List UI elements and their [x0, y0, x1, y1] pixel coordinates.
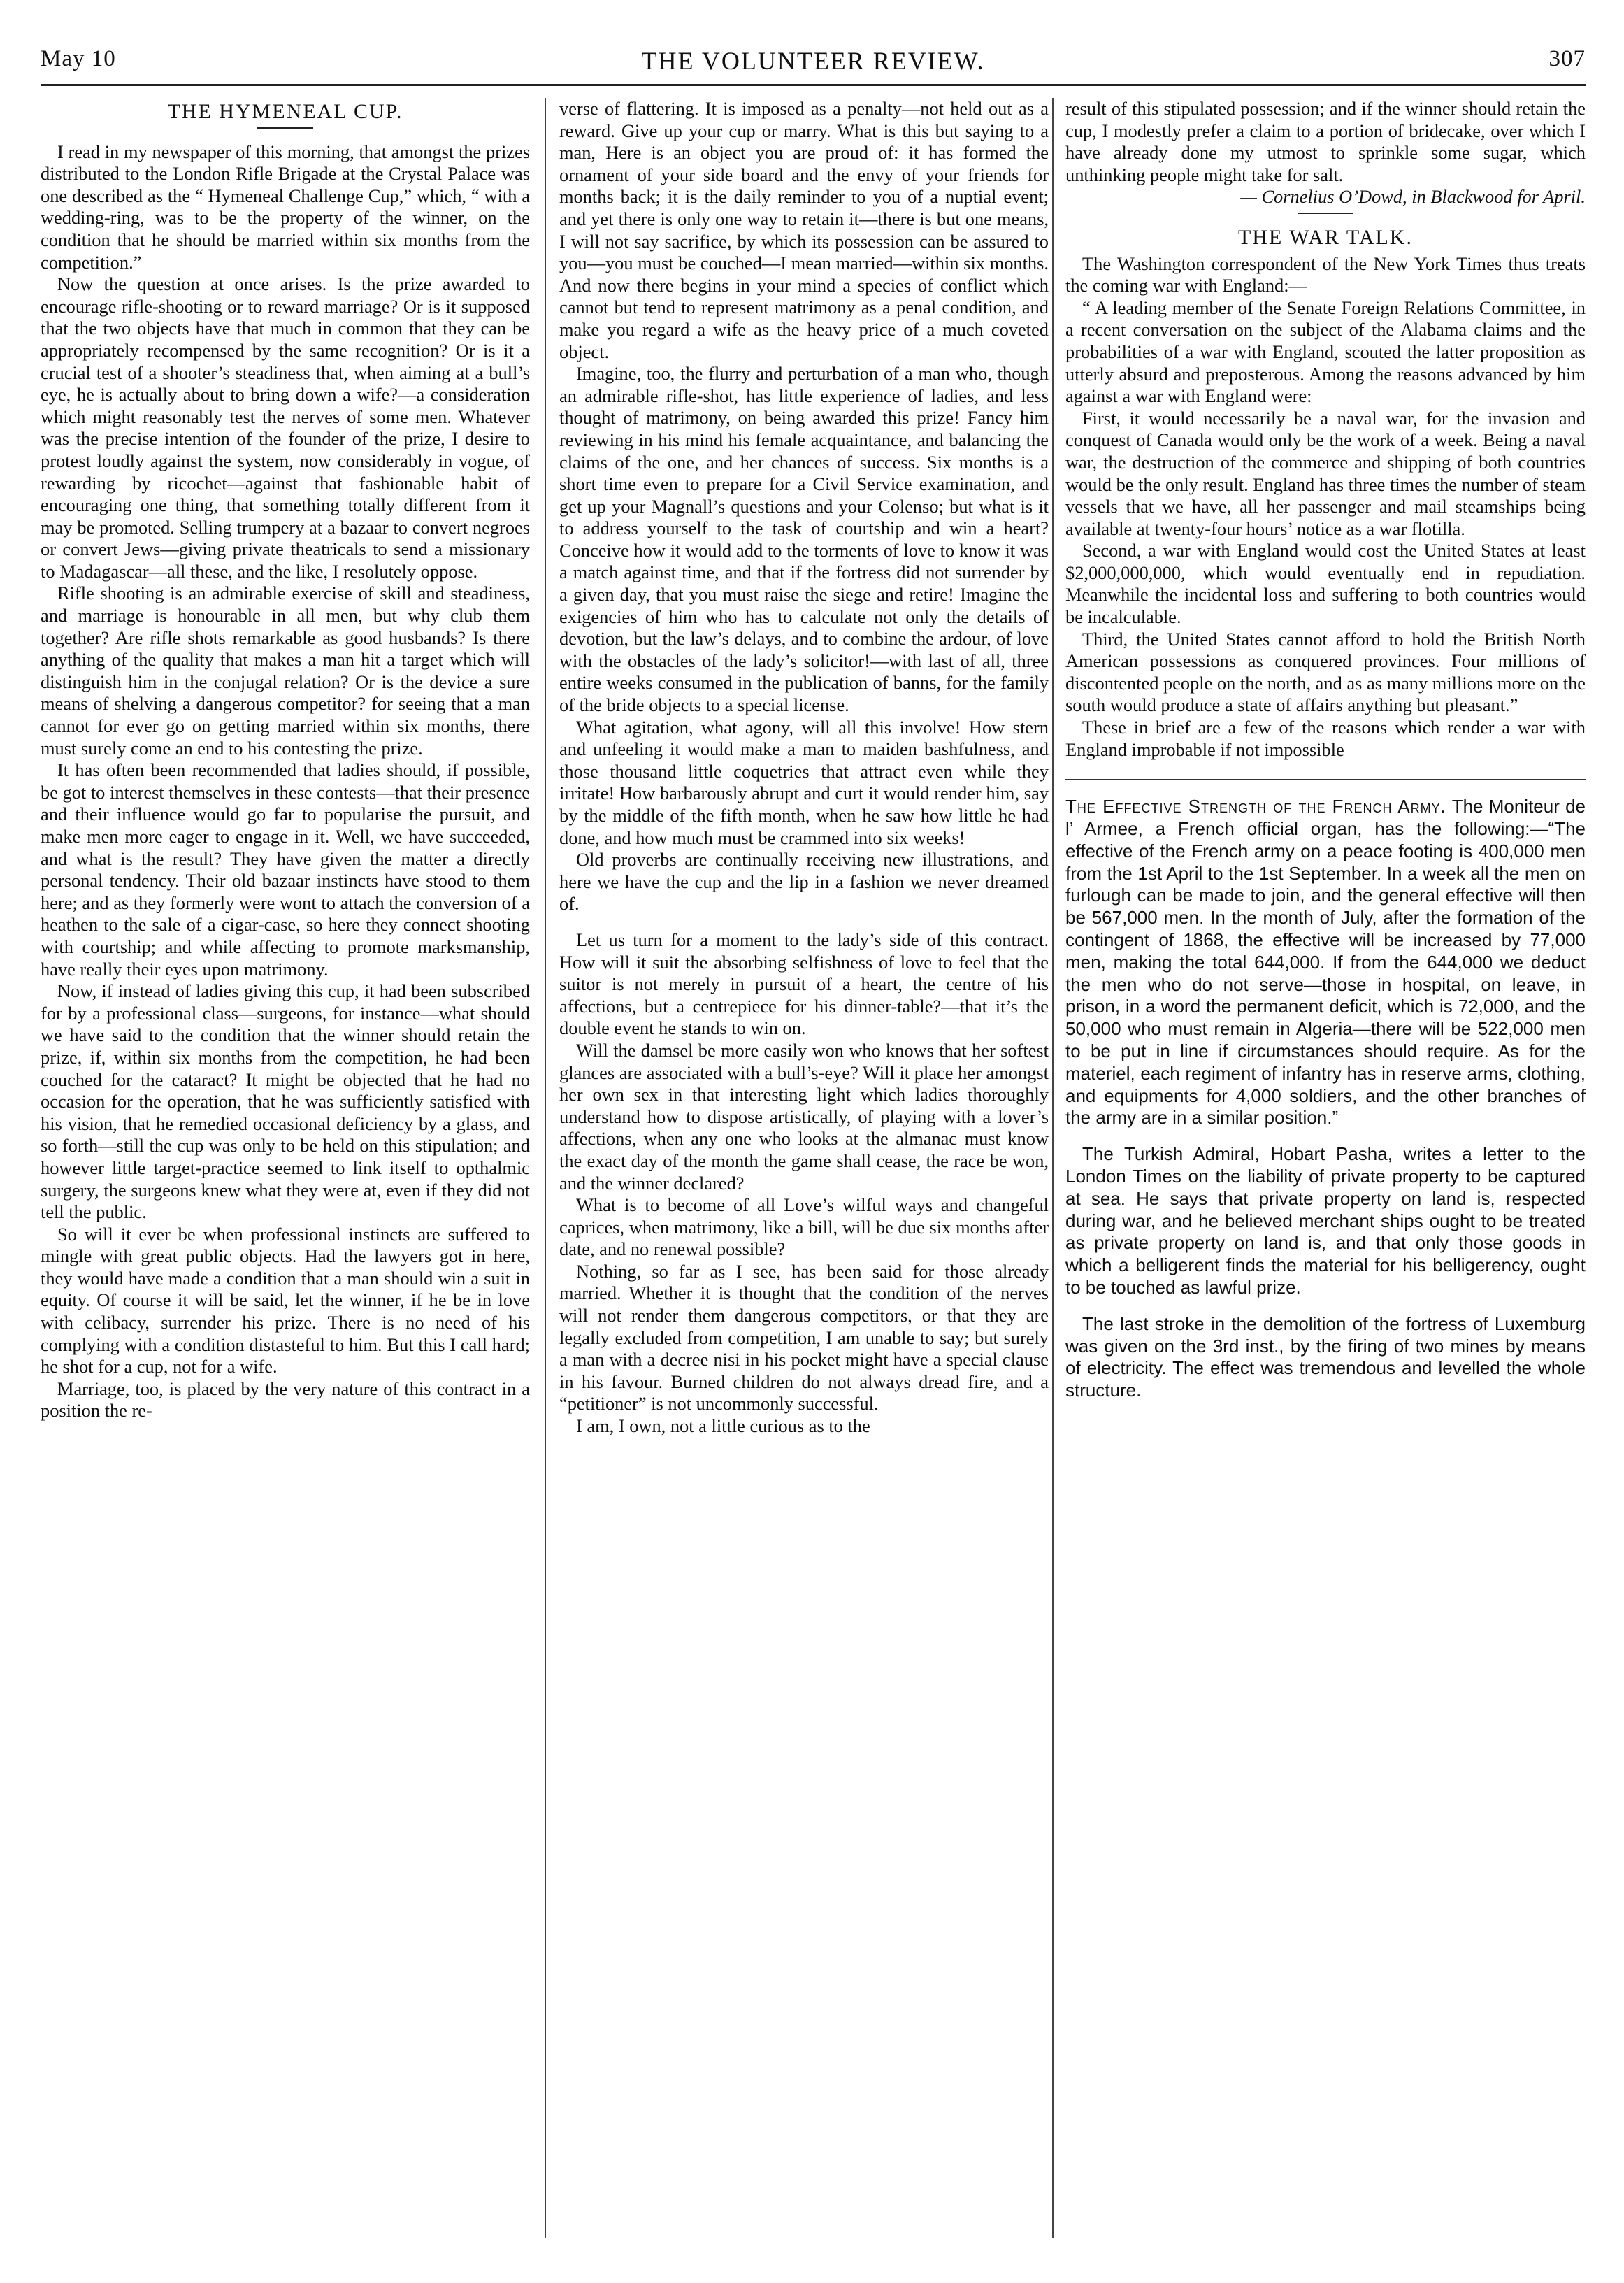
header-page-number: 307: [1548, 46, 1586, 71]
column-2: [559, 98, 1049, 2238]
paragraph: The Washington correspondent of the New York Times thus treats the coming war with England:—: [1065, 252, 1586, 296]
paragraph: Third, the United States cannot afford to hold the British North American possessions as conquered provinces. Four millions of discontented people on the north, and as as many millions more on the south would produce a state of affairs anything but pleasant.”: [1065, 628, 1586, 716]
paragraph: The Moniteur de l’ Armee, a French official organ, has the following:—“The effective of the French army on a peace footing is 400,000 men from the 1st April to the 1st September. In a week all the men on furlough can be made to join, and the general effective will then be 567,000 men. In the month of July, after the formation of the contingent of 1868, the effective will be increased by 77,000 men, making the total 644,000. If from the 644,000 we deduct the men who do not serve—those in hospital, on leave, in prison, in a word the permanent deficit, which is 72,000, and the 50,000 who must remain in Algeria—there will be 522,000 men to be put in line if circumstances should require. As for the materiel, each regiment of infantry has in reserve arms, clothing, and equipments for 4,000 soldiers, and the other branches of the army are in a similar position.”: [1065, 796, 1586, 1129]
column-3: [1065, 98, 1586, 2238]
title-rule: [257, 127, 313, 129]
french-army-article: [1065, 796, 1586, 1402]
article-separator: [1065, 779, 1586, 780]
header-rule: [41, 84, 1586, 86]
paragraph: What agitation, what agony, will all this involve! How stern and unfeeling it would make a man to maiden bashfulness, and those thousand little coquetries that attract even while they irritate! How barbarously abrupt and curt it would render him, say by the middle of the fifth month, when he saw how little he had done, and how much must be crammed into six weeks!: [559, 716, 1049, 848]
paragraph: Nothing, so far as I see, has been said for those already married. Whether it is thought that the condition of the nerves will not render them dangerous competitors, or that they are legally excluded from competition, I am unable to say; but surely a man with a decree nisi in his pocket might have a special clause in his favour. Burned children do not always dread fire, and a “petitioner” is not uncommonly successful.: [559, 1260, 1049, 1415]
paragraph: Second, a war with England would cost the United States at least $2,000,000,000, which would eventually end in repudiation. Meanwhile the incidental loss and suffering to both countries would be incalculable.: [1065, 540, 1586, 628]
article-signature: — Cornelius O’Dowd, in Blackwood for April.: [1240, 186, 1586, 208]
paragraph: So will it ever be when professional instincts are suffered to mingle with great public objects. Had the lawyers got in here, they would have made a condition that a man should win a suit in equity. Of course it will be said, let the winner, if he be in love with celibacy, surrender his prize. There is no need of his complying with a condition distasteful to him. But this I call hard; he shot for a cup, not for a wife.: [41, 1223, 530, 1377]
title-rule: [1298, 213, 1353, 214]
paragraph: Will the damsel be more easily won who knows that her softest glances are associated with a bull’s-eye? Will it place her amongst her own sex in that interesting light which ladies thoroughly understand how to dispose artistically, of playing with a lover’s affections, when any one who looks at the almanac must know the exact day of the month the game shall cease, the race be won, and the winner declared?: [559, 1039, 1049, 1194]
column-1: [41, 98, 530, 2238]
paragraph: Rifle shooting is an admirable exercise of skill and steadiness, and marriage is honourable in all men, but why club them together? Are rifle shots remarkable as good husbands? Is there anything of the quality that makes a man hit a target which will distinguish him in the conjugal relation? Or is the device a sure means of shelving a dangerous competitor? for seeing that a man cannot for ever go on getting married within six months, there must surely come an end to his contesting the prize.: [41, 582, 530, 759]
article-title: THE WAR TALK.: [1238, 225, 1413, 249]
header-publication-title: THE VOLUNTEER REVIEW.: [641, 47, 985, 75]
paragraph: These in brief are a few of the reasons which render a war with England improbable if not impossible: [1065, 717, 1586, 760]
paragraph: result of this stipulated possession; and if the winner should retain the cup, I modestly prefer a claim to a portion of bridecake, over which I have already done my utmost to sprinkle some sugar, which unthinking people might take for salt.: [1065, 98, 1586, 185]
paragraph: Old proverbs are continually receiving new illustrations, and here we have the cup and the lip in a fashion we never dreamed of.: [559, 849, 1049, 915]
paragraph: Now the question at once arises. Is the prize awarded to encourage rifle-shooting or to reward marriage? Or is it supposed that the two objects have that much in common that they can be appropriately recompensed by the same recognition? Or is it a crucial test of a shooter’s steadiness that, when aiming at a bull’s eye, he is actually about to bring down a wife?—a consideration which might reasonably test the nerves of some men. Whatever was the precise intention of the founder of the prize, I desire to protest loudly against the system, now considerably in vogue, of rewarding by ricochet—against that fashionable habit of encouraging one thing, that something totally different from it may be promoted. Selling trumpery at a bazaar to convert negroes or convert Jews—giving private theatricals to send a missionary to Madagascar—all these, and the like, I resolutely oppose.: [41, 273, 530, 582]
paragraph: I read in my newspaper of this morning, that amongst the prizes distributed to the London Rifle Brigade at the Crystal Palace was one described as the “ Hymeneal Challenge Cup,” which, “ with a wedding-ring, was to be the property of the winner, on the condition that he should be married within six months from the competition.”: [41, 141, 530, 273]
paragraph: “ A leading member of the Senate Foreign Relations Committee, in a recent conversation on the subject of the Alabama claims and the probabilities of a war with England, scouted the latter proposition as utterly absurd and preposterous. Among the reasons advanced by him against a war with England were:: [1065, 296, 1586, 407]
paragraph: The last stroke in the demolition of the fortress of Luxemburg was given on the 3rd inst., by the firing of two mines by means of electricity. The effect was tremendous and levelled the whole structure.: [1065, 1312, 1586, 1401]
paragraph: I am, I own, not a little curious as to the: [576, 1415, 870, 1437]
article-title: THE HYMENEAL CUP.: [167, 100, 403, 123]
paragraph: Let us turn for a moment to the lady’s side of this contract. How will it suit the absorbing selfishness of love to feel that the suitor is not merely in pursuit of a heart, the centre of his affections, but a centrepiece for his dinner-table?—that it’s the double event he stands to win on.: [559, 929, 1049, 1039]
page-header: [41, 46, 1586, 83]
paragraph: It has often been recommended that ladies should, if possible, be got to interest themselves in these contests—that their presence and their influence would go far to popularise the pursuit, and make men more eager to engage in it. Well, we have succeeded, and what is the result? They have given the matter a directly personal tendency. Their old bazaar instincts have stood to them here; and as they formerly were wont to attach the conversion of a heathen to the sale of a cigar-case, so here they connect shooting with courtship; and while affecting to promote marksmanship, have really their eyes upon matrimony.: [41, 759, 530, 980]
article-lead: The Effective Strength of the French Army.: [1065, 796, 1446, 817]
paragraph: First, it would necessarily be a naval war, for the invasion and conquest of Canada would only be the work of a week. Being a naval war, the destruction of the commerce and shipping of both countries would be the only result. England has three times the number of steam vessels that we have, all her passenger and mail steamships being available at twenty-four hours’ notice as a war flotilla.: [1065, 407, 1586, 539]
header-date: May 10: [41, 46, 116, 71]
column-divider: [545, 98, 546, 2238]
paragraph: Marriage, too, is placed by the very nature of this contract in a position the re-: [41, 1377, 530, 1422]
column-divider: [1052, 98, 1054, 2238]
paragraph: Now, if instead of ladies giving this cup, it had been subscribed for by a professional class—surgeons, for instance—what should we have said to the condition that the winner should retain the prize, if, within six months from the competition, he had been couched for the cataract? It might be objected that he had no occasion for the operation, that he was sufficiently satisfied with his vision, that he remedied occasional deficiency by a glass, and so forth—still the cup was only to be held on this stipulation; and however little target-practice seemed to link itself to opthalmic surgery, the surgeons knew what they were at, even if they did not tell the public.: [41, 980, 530, 1223]
paragraph: The Turkish Admiral, Hobart Pasha, writes a letter to the London Times on the liability of private property to be captured at sea. He says that private property on land is, respected during war, and he believed merchant ships ought to be treated as private property on land is, and that only those goods in which a belligerent finds the material for his belligerency, ought to be touched as lawful prize.: [1065, 1143, 1586, 1298]
paragraph: What is to become of all Love’s wilful ways and changeful caprices, when matrimony, like a bill, will be due six months after date, and no renewal possible?: [559, 1194, 1049, 1260]
paragraph: verse of flattering. It is imposed as a penalty—not held out as a reward. Give up your cup or marry. What is this but saying to a man, Here is an object you are proud of: it has formed the ornament of your side board and the envy of your friends for months back; it is the daily reminder to you of a nuptial event; and yet there is only one way to retain it—there is but one means, I will not say sacrifice, by which its possession can be assured to you—you must be couched—I mean married—within six months. And now there begins in your mind a species of conflict which cannot but tend to represent matrimony as a penal condition, and make you regard a wife as the heavy price of a much coveted object.: [559, 98, 1049, 362]
paragraph: Imagine, too, the flurry and perturbation of a man who, though an admirable rifle-shot, has little experience of ladies, and less thought of matrimony, on being awarded this prize! Fancy him reviewing in his mind his female acquaintance, and balancing the claims of the one, and her chances of success. Six months is a short time even to prepare for a Civil Service examination, and get up your Magnall’s questions and your Colenso; but what is it to address yourself to the task of courtship and win a heart? Conceive how it would add to the torments of love to know it was a match against time, and that if the fortress did not surrender by a given day, that you must raise the siege and retire! Imagine the exigencies of him who has to calculate not only the details of devotion, but the law’s delays, and to combine the ardour, of love with the obstacles of the lady’s solicitor!—with last of all, three entire weeks consumed in the publication of banns, for the family of the bride objects to a special license.: [559, 363, 1049, 716]
